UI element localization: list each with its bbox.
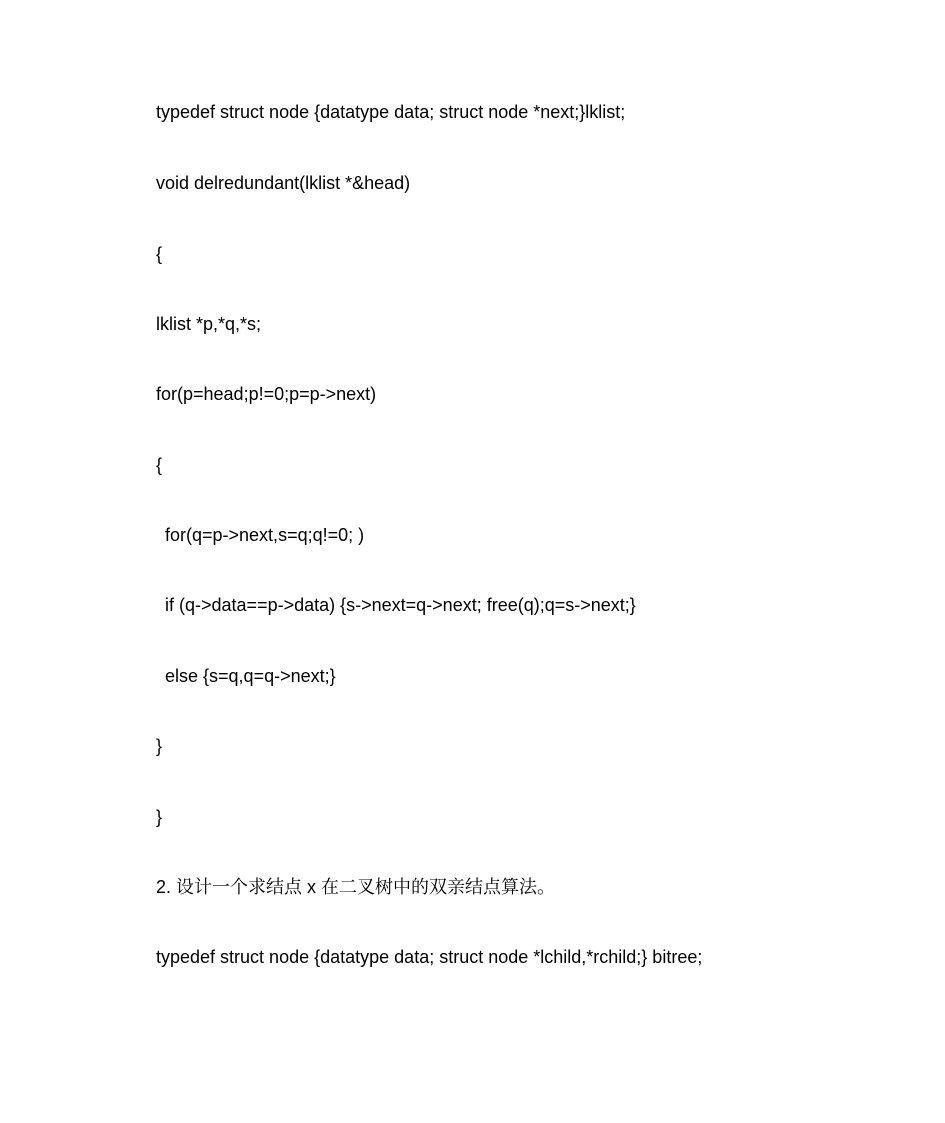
code-line-outer-open-brace: { <box>156 455 163 475</box>
code-line-function-signature: void delredundant(lklist *&head) <box>156 173 411 193</box>
code-line-inner-for: for(q=p->next,s=q;q!=0; ) <box>165 525 365 545</box>
code-line-outer-close-brace: } <box>156 736 163 756</box>
code-line-else-statement: else {s=q,q=q->next;} <box>165 666 336 686</box>
code-line-close-brace: } <box>156 807 163 827</box>
code-line-if-statement: if (q->data==p->data) {s->next=q->next; free(q);q=s->next;} <box>165 595 636 615</box>
code-line-declarations: lklist *p,*q,*s; <box>156 314 262 334</box>
question-2-heading: 2. 设计一个求结点 x 在二叉树中的双亲结点算法。 <box>156 877 556 897</box>
code-line-typedef-lklist: typedef struct node {datatype data; struct node *next;}lklist; <box>156 102 626 122</box>
code-line-typedef-bitree: typedef struct node {datatype data; struct node *lchild,*rchild;} bitree; <box>156 947 703 967</box>
code-line-outer-for: for(p=head;p!=0;p=p->next) <box>156 384 377 404</box>
code-line-open-brace: { <box>156 244 163 264</box>
